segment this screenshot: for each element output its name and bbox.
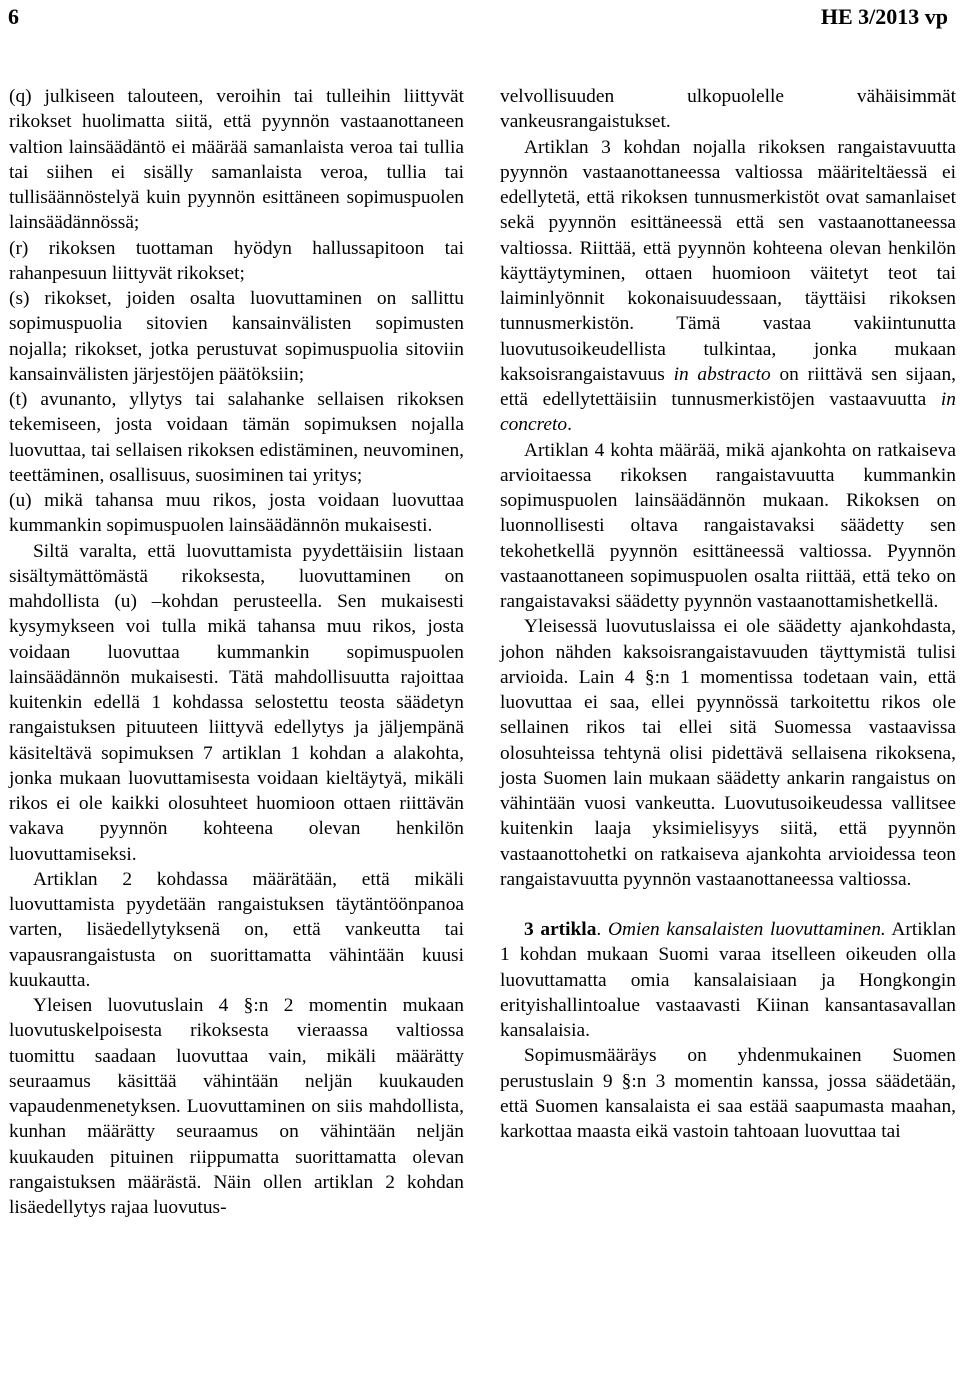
italic-term: in concreto [500, 389, 956, 436]
list-item-r: (r) rikoksen tuottaman hyödyn hallussapitoon tai rahanpesuun liittyvät rikokset; [9, 237, 464, 284]
article-text: Artiklan 1 kohdan mukaan Suomi varaa itselleen oikeuden olla luovuttamatta omia kansalaisiaan ja Hongkongin erityishallintoalue vastaavasti Kiinan kansantasavallan kansalaisia. [500, 919, 956, 1041]
list-item-t: (t) avunanto, yllytys tai salahanke sellaisen rikoksen tekemiseen, josta voidaan tämän sopimuksen nojalla luovuttaa, tai sellaisen rikoksen edistäminen, neuvominen, teettäminen, osallisuus, suosiminen tai yritys; [9, 389, 464, 486]
paragraph-text: on riittävä sen sijaan, että edellytettäisiin tunnusmerkistöjen vastaavuutta [500, 363, 956, 410]
article-heading-dot: . [596, 919, 602, 940]
right-column [500, 84, 956, 1144]
paragraph-continued: velvollisuuden ulkopuolelle vähäisimmät vankeusrangaistukset. [500, 86, 956, 133]
list-item-q: (q) julkiseen talouteen, veroihin tai tulleihin liittyvät rikokset huolimatta siitä, että pyynnön vastaanottaneen valtion lainsäädäntö ei määrää samanlaista veroa tai tullia tai siihen ei sisälly samanlaista veroa, tullia tai tullisäännöstelyä kuin pyynnön esittäneen sopimuspuolen lainsäädännössä; [9, 86, 464, 234]
paragraph-text: Artiklan 3 kohdan nojalla rikoksen rangaistavuutta pyynnön vastaanottaneessa valtiossa määriteltäessä ei edellytetä, että rikoksen tunnusmerkistöt ovat samanlaiset sekä pyynnön esittäneessä että sen vastaanottaneessa valtiossa. Riittää, että pyynnön kohteena olevan henkilön käyttäytyminen, ottaen huomioon väitetyt teot tai laiminlyönnit kokonaisuudessaan, täyttäisi rikoksen tunnusmerkistön. Tämä vastaa vakiintunutta luovutusoikeudellista tulkintaa, jonka mukaan kaksoisrangaistavuus [500, 136, 956, 385]
article-section [500, 917, 956, 1043]
list-item-u: (u) mikä tahansa muu rikos, josta voidaan luovuttaa kummankin sopimuspuolen lainsäädännön mukaisesti. [9, 490, 464, 537]
document-id: HE 3/2013 vp [820, 4, 948, 29]
article-heading: 3 artikla [524, 919, 597, 940]
paragraph: Artiklan 2 kohdassa määrätään, että mikäli luovuttamista pyydetään rangaistuksen täytäntöönpanoa varten, lisäedellytyksenä on, että vankeutta tai vapausrangaistusta on suorittamatta vähintään kuusi kuukautta. [9, 868, 464, 991]
article-title: Omien kansalaisten luovuttaminen. [607, 919, 886, 940]
list-item-s: (s) rikokset, joiden osalta luovuttaminen on sallittu sopimuspuolia sitovien kansainvälisten sopimusten nojalla; rikokset, jotka perustuvat sopimuspuolia sitoviin kansainvälisten järjestöjen päätöksiin; [9, 288, 464, 385]
page-header [0, 0, 960, 40]
paragraph: Yleisen luovutuslain 4 §:n 2 momentin mukaan luovutuskelpoisesta rikoksesta vieraassa valtiossa tuomittu saadaan luovuttaa vain, mikäli määrätty seuraamus käsittää vähintään neljän kuukauden vapaudenmenetyksen. Luovuttaminen on siis mahdollista, kunhan määrätty seuraamus on vähintään neljän kuukauden pituinen riippumatta suorittamatta olevan rangaistuksen määrästä. Näin ollen artiklan 2 kohdan lisäedellytys rajaa luovutus- [9, 995, 464, 1218]
left-column [9, 84, 464, 1220]
paragraph-text: . [567, 414, 572, 436]
page-number: 6 [8, 4, 19, 29]
italic-term: in abstracto [673, 363, 771, 385]
paragraph: Artiklan 4 kohta määrää, mikä ajankohta on ratkaiseva arvioitaessa rikoksen rangaistavuutta kummankin sopimuspuolen lainsäädännön mukaan. Rikoksen on luonnollisesti oltava rangaistavaksi säädetty sen tekohetkellä pyynnön esittäneessä valtiossa. Pyynnön vastaanottaneen sopimuspuolen osalta riittää, että teko on rangaistavaksi säädetty pyynnön vastaanottamishetkellä. [500, 439, 956, 612]
paragraph: Siltä varalta, että luovuttamista pyydettäisiin listaan sisältymättömästä rikoksesta, luovuttaminen on mahdollista (u) –kohdan perusteella. Sen mukaisesti kysymykseen voi tulla mikä tahansa muu rikos, josta voidaan luovuttaa kummankin sopimuspuolen lainsäädännön mukaisesti. Tätä mahdollisuutta rajoittaa kuitenkin edellä 1 kohdassa selostettu teosta säädetyn rangaistuksen pituuteen liittyvä edellytys ja jäljempänä käsiteltävä sopimuksen 7 artiklan 1 kohdan a alakohta, jonka mukaan luovuttamisesta voidaan kieltäytyä, mikäli rikos ei ole kaikki olosuhteet huomioon ottaen riittävän vakava pyynnön kohteena olevan henkilön luovuttamiseksi. [9, 540, 464, 865]
paragraph [500, 135, 956, 438]
paragraph: Yleisessä luovutuslaissa ei ole säädetty ajankohdasta, johon nähden kaksoisrangaistavuuden täyttymistä tulisi arvioida. Lain 4 §:n 1 momentissa todetaan vain, että luovuttaa ei saa, ellei pyynnössä tarkoitettu rikos ole sellainen rikos tai ellei sitä Suomessa vastaavissa olosuhteissa tehtynä olisi pidettävä sellaisena rikoksena, josta Suomen lain mukaan säädetty ankarin rangaistus on vähintään vuosi vankeutta. Luovutusoikeudessa vallitsee kuitenkin laaja yksimielisyys siitä, että pyynnön vastaanottohetki on ratkaiseva ajankohta arvioidessa teon rangaistavuutta pyynnön vastaanottaneessa valtiossa. [500, 616, 956, 890]
paragraph: Sopimusmääräys on yhdenmukainen Suomen perustuslain 9 §:n 3 momentin kanssa, jossa säädetään, että Suomen kansalaista ei saa estää saapumasta maahan, karkottaa maasta eikä vastoin tahtoaan luovuttaa tai [500, 1045, 956, 1142]
